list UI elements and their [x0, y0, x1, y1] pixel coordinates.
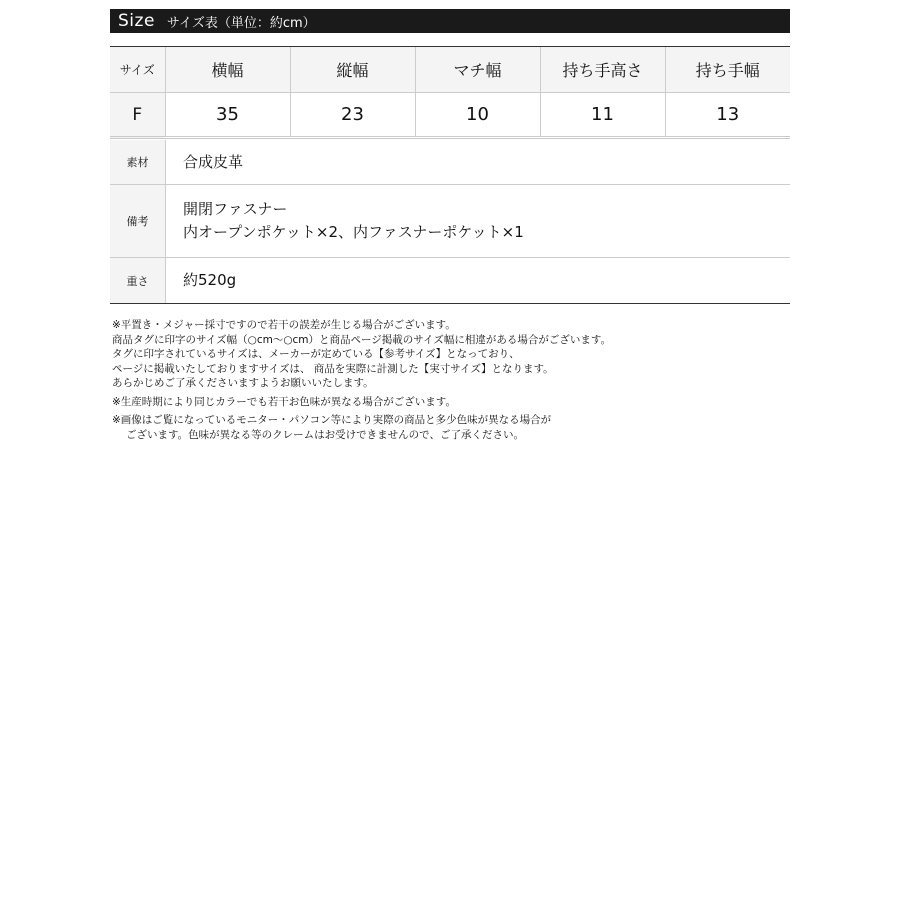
- column-header-gusset: マチ幅: [415, 47, 540, 93]
- column-header-height: 縦幅: [290, 47, 415, 93]
- disclaimer-line: ページに掲載いたしておりますサイズは、 商品を実際に計測した【実寸サイズ】となります。: [112, 362, 554, 375]
- weight-row: [110, 258, 790, 304]
- column-header-width: 横幅: [165, 47, 290, 93]
- table-cell-handle-width: 13: [665, 93, 790, 138]
- column-header-handle-width: 持ち手幅: [665, 47, 790, 93]
- size-table: [110, 46, 790, 139]
- table-cell-handle-height: 11: [540, 93, 665, 138]
- monitor-note-line2: ございます。色味が異なる等のクレームはお受けできませんので、ご了承ください。: [126, 428, 524, 441]
- color-variation-note: ※生産時期により同じカラーでも若干お色味が異なる場合がございます。: [112, 395, 456, 408]
- notes-line: 内オープンポケット×2、内ファスナーポケット×1: [183, 223, 524, 241]
- table-row: [110, 93, 790, 138]
- weight-value: [166, 258, 790, 303]
- column-header-size: サイズ: [110, 47, 165, 93]
- size-table-subtitle: サイズ表（単位：約cm）: [166, 15, 316, 31]
- notes-value: [166, 185, 790, 257]
- weight-label: 重さ: [110, 258, 166, 303]
- table-cell-size: F: [110, 93, 165, 138]
- weight-text: 約520g: [183, 271, 237, 289]
- monitor-note-line1: ※画像はご覧になっているモニター・パソコン等により実際の商品と多少色味が異なる場合が: [112, 414, 552, 426]
- disclaimer-line: ※平置き・メジャー採寸ですので若干の誤差が生じる場合がございます。: [112, 319, 456, 331]
- material-value: [166, 140, 790, 184]
- disclaimer-notes: [112, 318, 812, 442]
- disclaimer-line: あらかじめご了承くださいますようお願いいたします。: [112, 377, 374, 389]
- table-cell-height: 23: [290, 93, 415, 138]
- material-label: 素材: [110, 140, 166, 184]
- size-heading: Size: [118, 11, 155, 31]
- notes-line: 開閉ファスナー: [183, 200, 288, 218]
- disclaimer-line: 商品タグに印字のサイズ幅（○cm〜○cm）と商品ページ掲載のサイズ幅に相違がある場合がございます。: [112, 333, 612, 346]
- disclaimer-line: タグに印字されているサイズは、メーカーが定めている【参考サイズ】となっており、: [112, 348, 520, 360]
- table-cell-width: 35: [165, 93, 290, 138]
- notes-row: [110, 185, 790, 258]
- size-table-header-row: [110, 47, 790, 93]
- size-header-bar: [110, 9, 790, 33]
- material-row: [110, 140, 790, 185]
- column-header-handle-height: 持ち手高さ: [540, 47, 665, 93]
- table-cell-gusset: 10: [415, 93, 540, 138]
- notes-label: 備考: [110, 185, 166, 257]
- material-text: 合成皮革: [183, 152, 244, 171]
